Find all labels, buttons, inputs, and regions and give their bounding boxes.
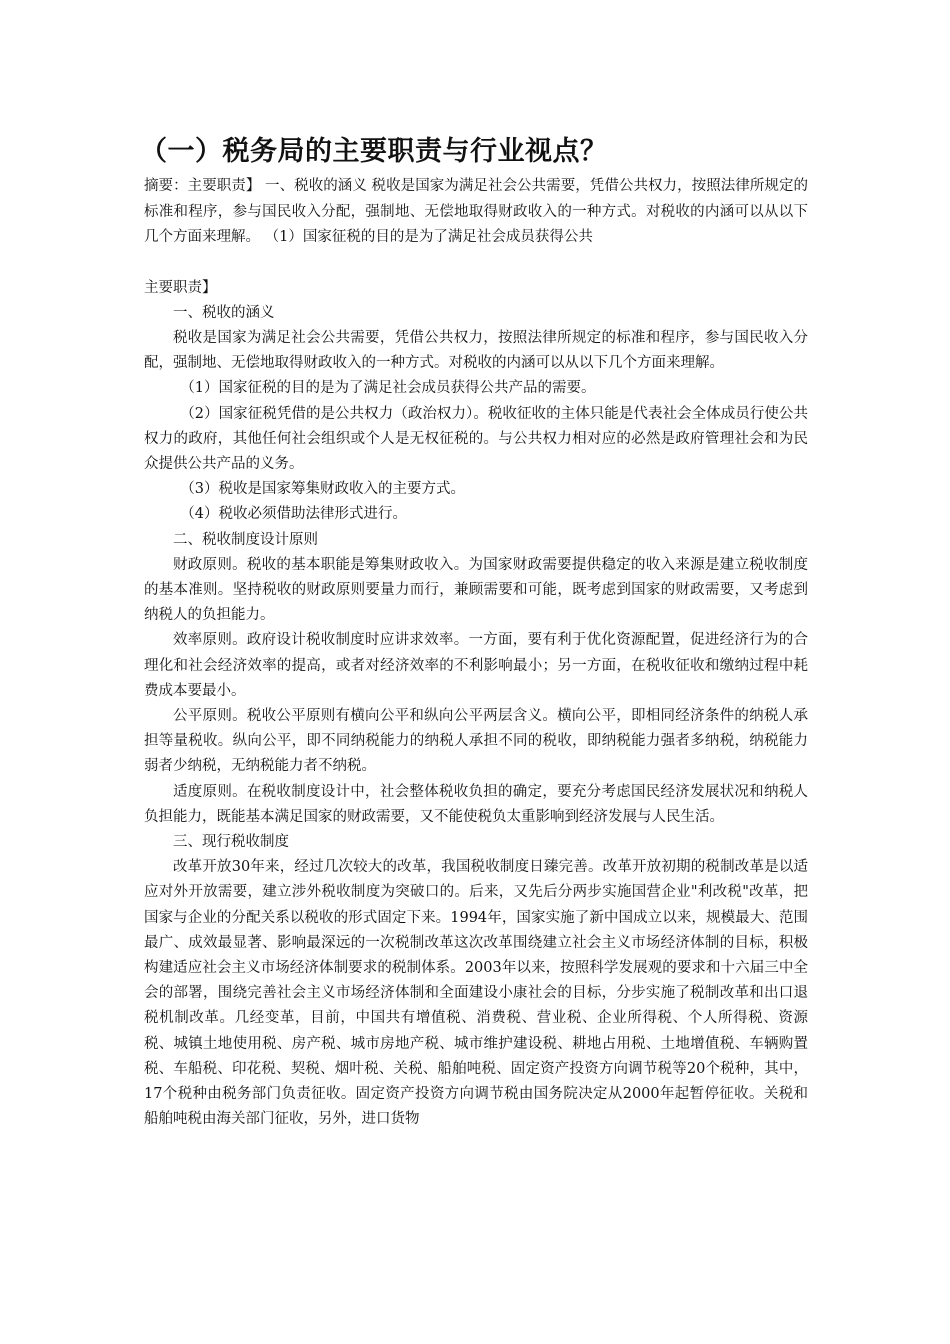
abstract: 摘要：主要职责】 一、税收的涵义 税收是国家为满足社会公共需要，凭借公共权力，按照法律所规定的标准和程序，参与国民收入分配，强制地、无偿地取得财政收入的一种方式。对税收的内涵可以从以下几个方面来理解。 （1）国家征税的目的是为了满足社会成员获得公共	[144, 178, 808, 245]
paragraph-fairness-principle: 公平原则。税收公平原则有横向公平和纵向公平两层含义。横向公平，即相同经济条件的纳税人承担等量税收。纵向公平，即不同纳税能力的纳税人承担不同的税收，即纳税能力强者多纳税，纳税能力弱者少纳税，无纳税能力者不纳税。	[144, 707, 808, 775]
list-item-2: （2）国家征税凭借的是公共权力（政治权力）。税收征收的主体只能是代表社会全体成员行使公共权力的政府，其他任何社会组织或个人是无权征税的。与公共权力相对应的必然是政府管理社会和为民众提供公共产品的义务。	[144, 405, 808, 472]
document-page	[140, 132, 808, 1132]
paragraph-fiscal-principle: 财政原则。税收的基本职能是筹集财政收入。为国家财政需要提供稳定的收入来源是建立税收制度的基本准则。坚持税收的财政原则要量力而行，兼顾需要和可能，既考虑到国家的财政需要，又考虑到纳税人的负担能力。	[144, 556, 808, 624]
heading-2: 二、税收制度设计原则	[173, 531, 318, 548]
list-item-1: （1）国家征税的目的是为了满足社会成员获得公共产品的需要。	[180, 380, 596, 397]
paragraph-efficiency-principle: 效率原则。政府设计税收制度时应讲求效率。一方面，要有利于优化资源配置，促进经济行为的合理化和社会经济效率的提高，或者对经济效率的不利影响最小；另一方面，在税收征收和缴纳过程中耗费成本要最小。	[144, 632, 808, 699]
paragraph-moderate-principle: 适度原则。在税收制度设计中，社会整体税收负担的确定，要充分考虑国民经济发展状况和纳税人负担能力，既能基本满足国家的财政需要，又不能使税负太重影响到经济发展与人民生活。	[144, 783, 808, 825]
heading-1: 一、税收的涵义	[173, 304, 275, 321]
paragraph-current-system: 改革开放30年来，经过几次较大的改革，我国税收制度日臻完善。改革开放初期的税制改革是以适应对外开放需要，建立涉外税收制度为突破口的。后来，又先后分两步实施国营企业"利改税"改革，把国家与企业的分配关系以税收的形式固定下来。1994年，国家实施了新中国成立以来，规模最大、范围最广、成效最显著、影响最深远的一次税制改革这次改革围绕建立社会主义市场经济体制的目标，积极构建适应社会主义市场经济体制要求的税制体系。2003年以来，按照科学发展观的要求和十六届三中全会的部署，围绕完善社会主义市场经济体制和全面建设小康社会的目标，分步实施了税制改革和出口退税机制改革。几经变革，目前，中国共有增值税、消费税、营业税、企业所得税、个人所得税、资源税、城镇土地使用税、房产税、城市房地产税、城市维护建设税、耕地占用税、土地增值税、车辆购置税、车船税、印花税、契税、烟叶税、关税、船舶吨税、固定资产投资方向调节税等20个税种，其中，17个税种由税务部门负责征收。固定资产投资方向调节税由国务院决定从2000年起暂停征收。关税和船舶吨税由海关部门征收，另外，进口货物	[144, 859, 808, 1128]
list-item-3: （3）税收是国家筹集财政收入的主要方式。	[180, 481, 465, 498]
paragraph-tax-definition: 税收是国家为满足社会公共需要，凭借公共权力，按照法律所规定的标准和程序，参与国民收入分配，强制地、无偿地取得财政收入的一种方式。对税收的内涵可以从以下几个方面来理解。	[144, 329, 808, 372]
section-label: 主要职责】	[144, 279, 217, 296]
document-body	[144, 276, 808, 1133]
spacer	[144, 251, 808, 276]
heading-3: 三、现行税收制度	[173, 833, 289, 850]
list-item-4: （4）税收必须借助法律形式进行。	[180, 506, 407, 523]
page-title: （一）税务局的主要职责与行业视点？	[140, 136, 608, 167]
